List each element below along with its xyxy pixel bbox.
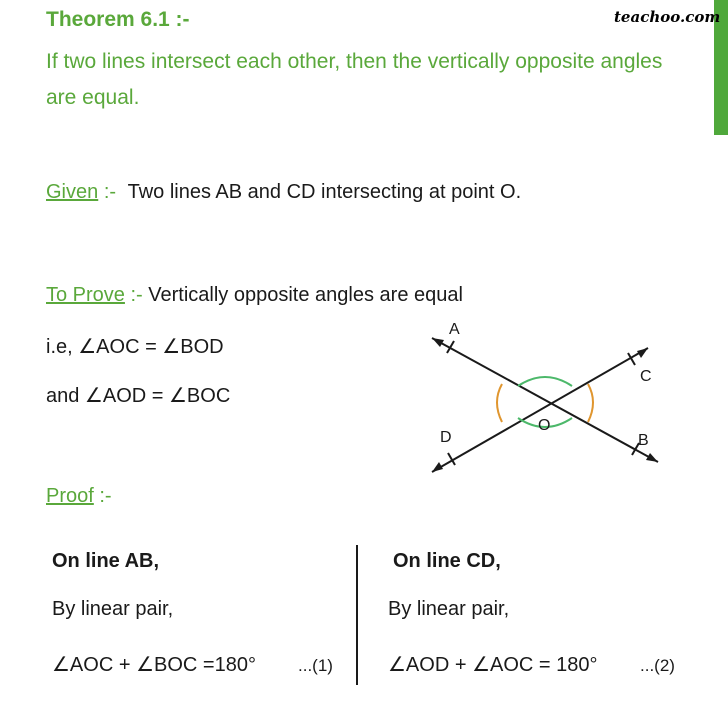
proof-separator: :-: [99, 485, 112, 507]
teachoo-logo: teachoo.com: [614, 8, 721, 26]
intersecting-lines-figure: [420, 310, 680, 490]
arc-right-orange: [588, 384, 593, 422]
right-heading: On line CD,: [393, 550, 501, 572]
to-prove-line1: i.e, ∠AOC = ∠BOD: [46, 336, 224, 358]
to-prove-line2: and ∠AOD = ∠BOC: [46, 385, 231, 407]
proof-line: [46, 485, 112, 508]
line-ab: [432, 338, 658, 462]
arc-top-green: [518, 377, 572, 386]
label-c: C: [640, 368, 652, 385]
to-prove-separator: :-: [130, 284, 143, 306]
given-line: [46, 181, 521, 204]
given-separator: :-: [103, 181, 117, 203]
arrow-c: [637, 348, 648, 358]
right-ref: ...(2): [640, 656, 675, 675]
arrow-b: [646, 453, 658, 462]
label-d: D: [440, 429, 452, 446]
theorem-statement: If two lines intersect each other, then the vertically opposite angles are equal.: [46, 50, 663, 109]
left-ref: ...(1): [298, 656, 333, 675]
arrow-d: [432, 462, 443, 472]
left-step: By linear pair,: [52, 598, 174, 620]
right-equation: ∠AOD + ∠AOC = 180°: [388, 654, 598, 676]
arc-left-orange: [497, 384, 502, 422]
left-equation: ∠AOC + ∠BOC =180°: [52, 654, 256, 676]
label-o: O: [538, 417, 551, 434]
theorem-title: Theorem 6.1 :-: [46, 8, 190, 31]
label-a: A: [449, 321, 460, 338]
right-step: By linear pair,: [388, 598, 510, 620]
to-prove-label: To Prove: [46, 284, 125, 306]
proof-label: Proof: [46, 485, 94, 507]
given-text: Two lines AB and CD intersecting at point O.: [127, 181, 522, 203]
line-cd: [432, 348, 648, 472]
proof-column-divider: [356, 545, 358, 685]
left-heading: On line AB,: [52, 550, 160, 572]
to-prove-line: [46, 284, 463, 307]
given-label: Given: [46, 181, 99, 203]
arrow-a: [432, 338, 444, 347]
to-prove-text: Vertically opposite angles are equal: [148, 284, 463, 306]
label-b: B: [638, 432, 649, 449]
